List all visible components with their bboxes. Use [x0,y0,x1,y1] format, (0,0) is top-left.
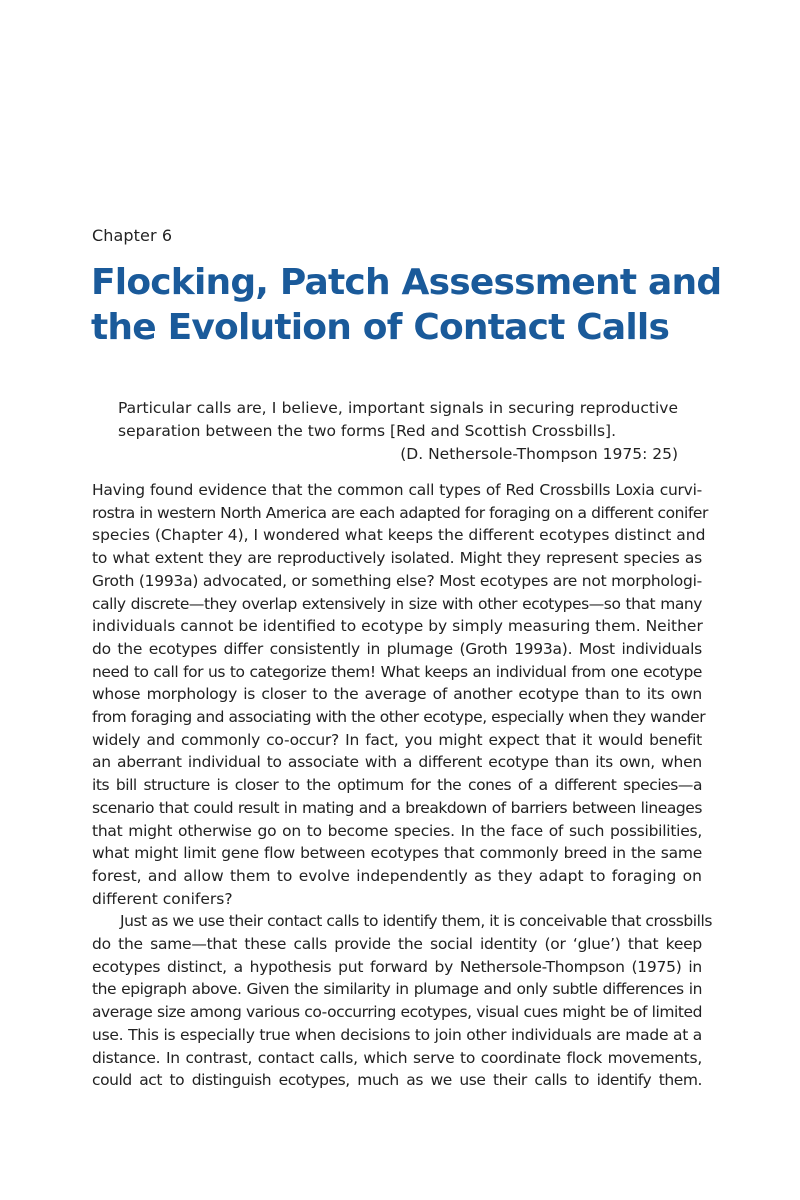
paragraph-line: to what extent they are reproductively isolated. Might they represent species as [92,549,702,568]
paragraph-line: different conifers? [92,889,233,908]
paragraph-line: Just as we use their contact calls to identify them, it is conceivable that crossbills [120,912,712,931]
paragraph-line: individuals cannot be identified to ecotype by simply measuring them. Neither [92,617,703,636]
paragraph-line: what might limit gene flow between ecotypes that commonly breed in the same [92,844,702,863]
paragraph-line: scenario that could result in mating and a breakdown of barriers between lineages [92,798,702,817]
paragraph-line: average size among various co-occurring ecotypes, visual cues might be of limited [92,1003,702,1022]
paragraph-line: cally discrete—they overlap extensively in size with other ecotypes—so that many [92,594,702,613]
paragraph-line: use. This is especially true when decisions to join other individuals are made at a [92,1025,702,1044]
paragraph-line: widely and commonly co-occur? In fact, you might expect that it would benefit [92,730,702,749]
paragraph-line: rostra in western North America are each adapted for foraging on a different conifer [92,503,708,522]
paragraph-line: its bill structure is closer to the optimum for the cones of a different species—a [92,776,702,795]
epigraph-line: separation between the two forms [Red and Scottish Crossbills]. [118,421,616,440]
paragraph-line: species (Chapter 4), I wondered what keeps the different ecotypes distinct and [92,526,706,545]
epigraph [118,397,678,465]
body-text [92,479,712,1092]
paragraph-line: forest, and allow them to evolve independently as they adapt to foraging on [92,866,702,885]
paragraph-line: ecotypes distinct, a hypothesis put forward by Nethersole-Thompson (1975) in [92,957,702,976]
paragraph-line: Having found evidence that the common call types of Red Crossbills Loxia curvi- [92,481,702,499]
paragraph-line: the epigraph above. Given the similarity in plumage and only subtle differences in [92,980,702,999]
paragraph-line: do the ecotypes differ consistently in plumage (Groth 1993a). Most individuals [92,639,702,658]
paragraph-line: Groth (1993a) advocated, or something else? Most ecotypes are not morphologi- [92,571,702,590]
paragraph-line: could act to distinguish ecotypes, much as we use their calls to identify them. [92,1071,702,1090]
chapter-title [91,260,731,350]
chapter-label: Chapter 6 [92,226,173,245]
paragraph-line: need to call for us to categorize them! What keeps an individual from one ecotype [92,662,702,681]
paragraph-line: from foraging and associating with the other ecotype, especially when they wander [92,708,706,727]
chapter-title-line: the Evolution of Contact Calls [91,307,670,348]
chapter-title-line: Flocking, Patch Assessment and [91,262,722,303]
epigraph-line: Particular calls are, I believe, important signals in securing reproductive [118,399,678,417]
paragraph-line: whose morphology is closer to the average of another ecotype than to its own [92,685,702,704]
paragraph-line: distance. In contrast, contact calls, which serve to coordinate flock movements, [92,1048,702,1067]
epigraph-attribution: (D. Nethersole-Thompson 1975: 25) [400,444,678,463]
paragraph-line: an aberrant individual to associate with a different ecotype than its own, when [92,753,702,772]
paragraph-line: do the same—that these calls provide the social identity (or ‘glue’) that keep [92,935,702,954]
paragraph-line: that might otherwise go on to become species. In the face of such possibilities, [92,821,702,840]
